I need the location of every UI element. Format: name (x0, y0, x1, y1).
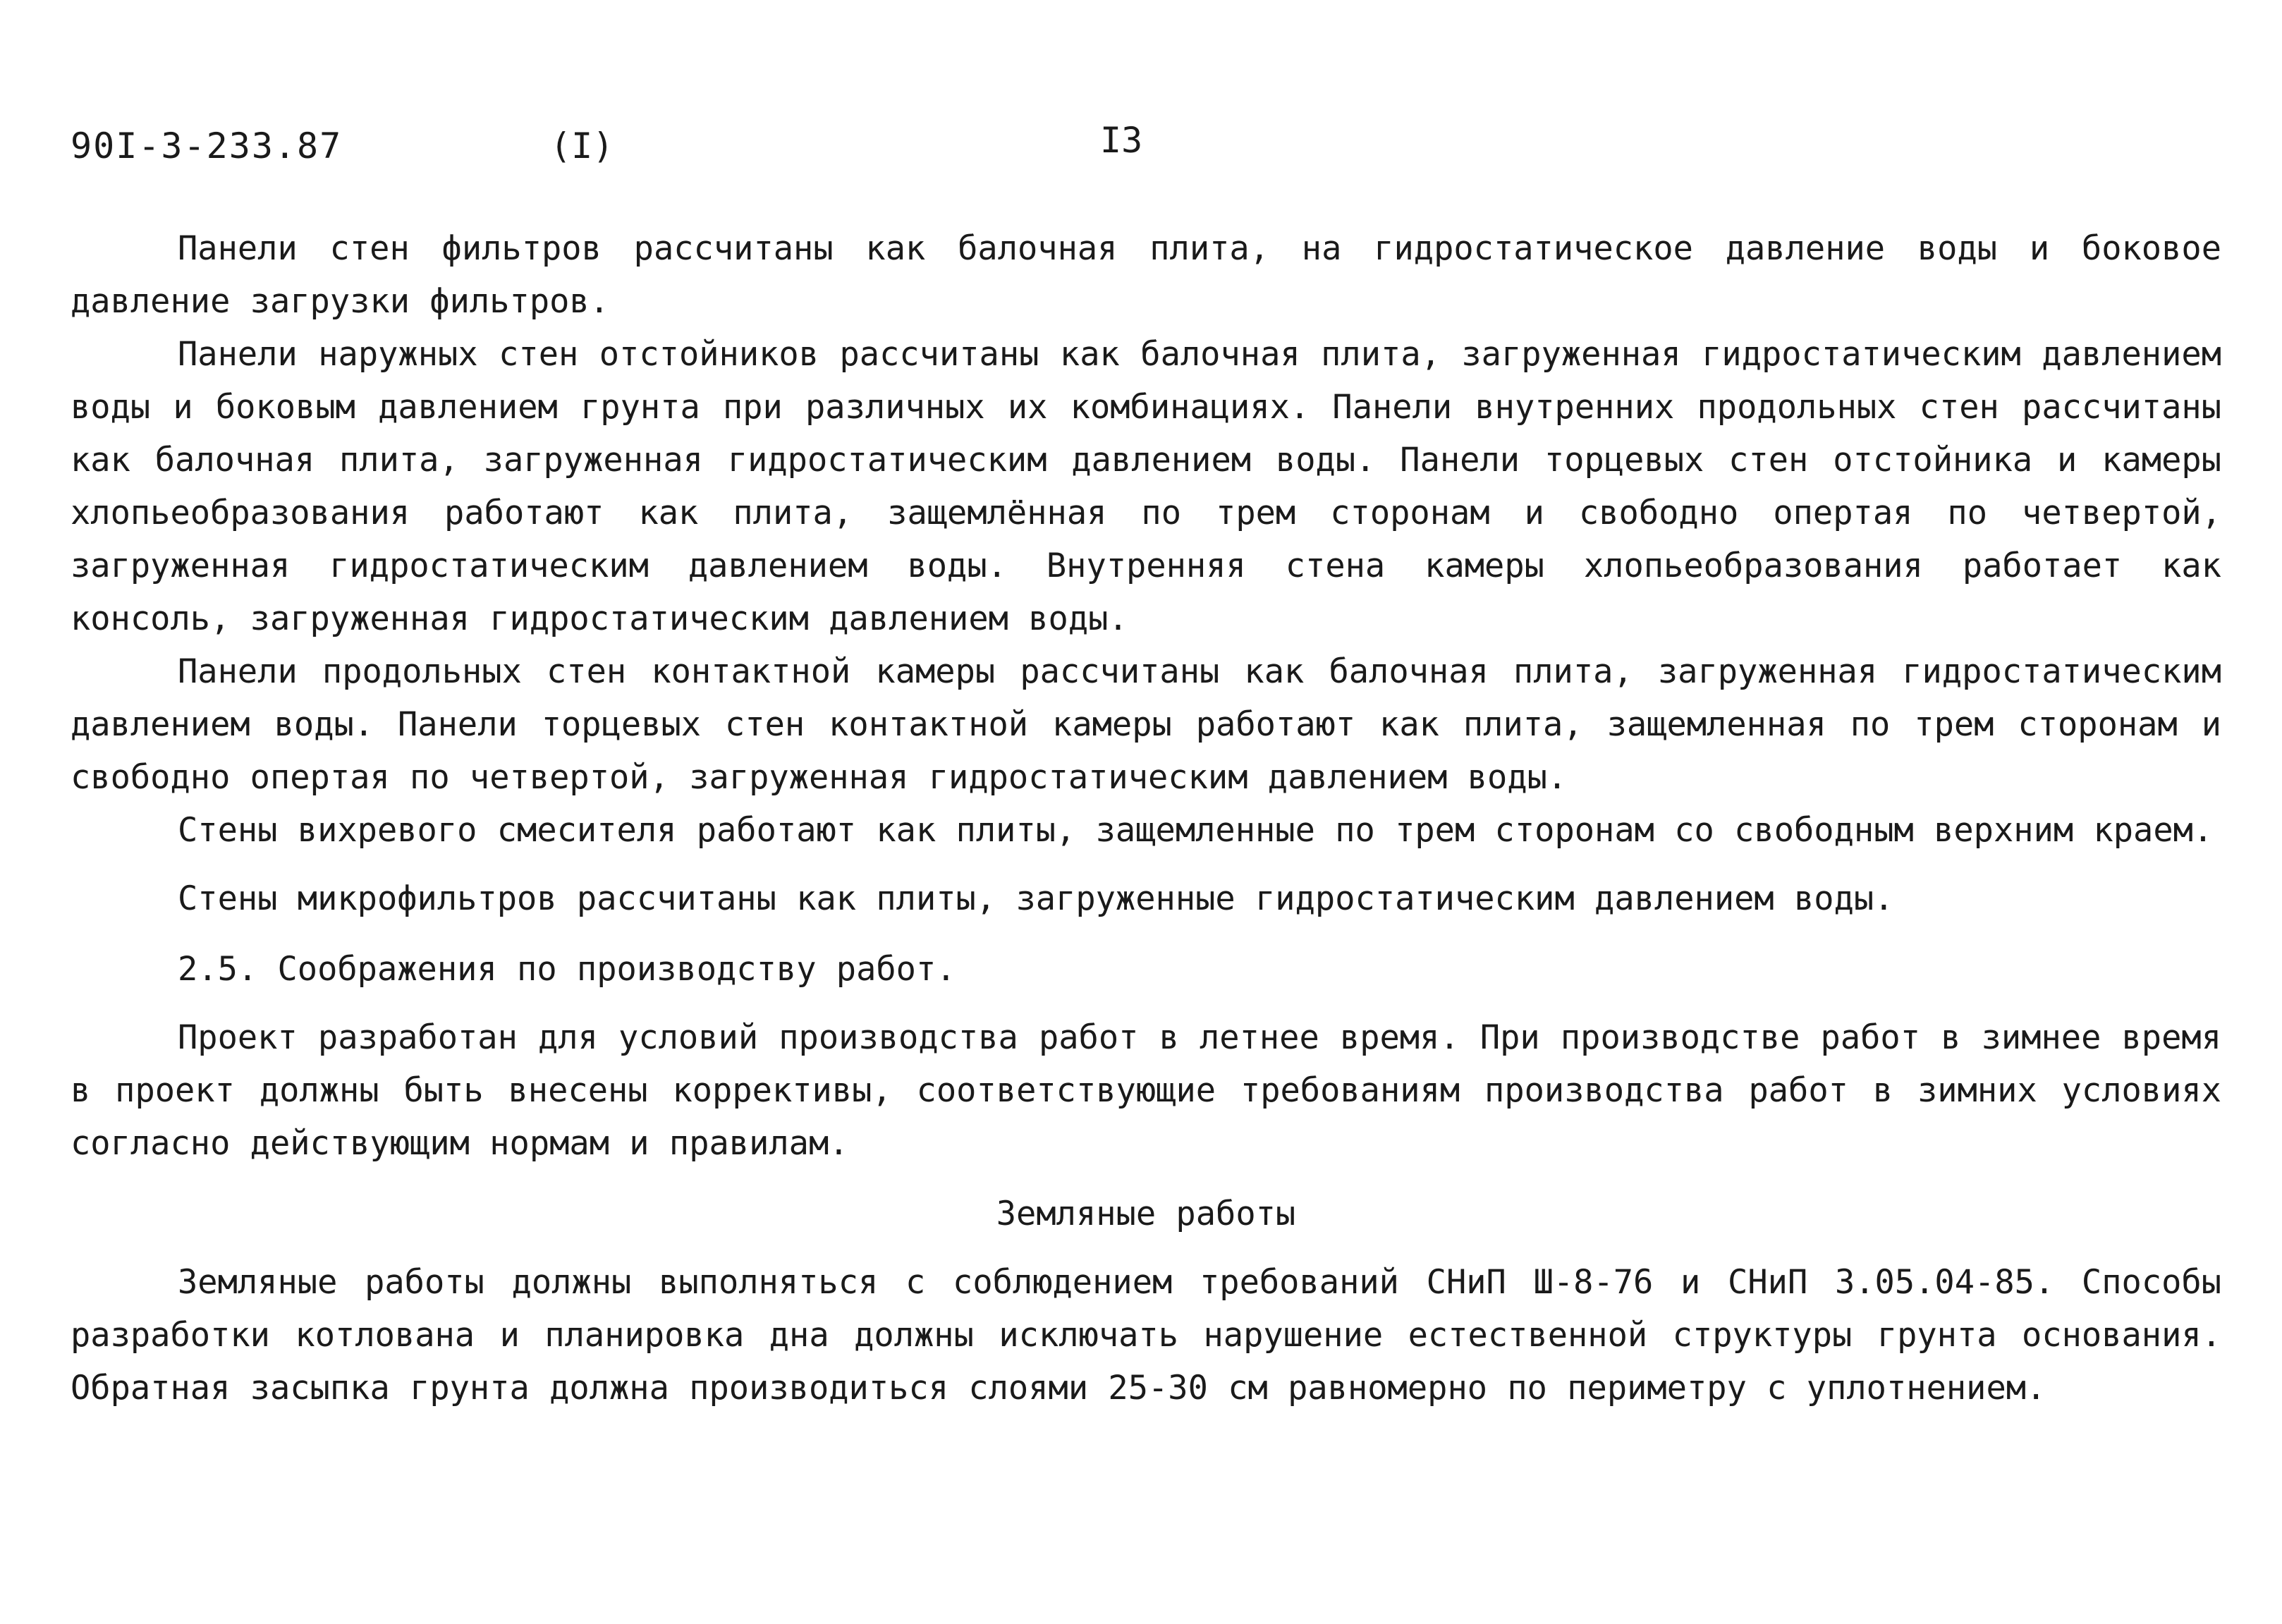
paragraph-vortex-mixer-walls: Стены вихревого смесителя работают как плиты, защемленные по трем сторонам со свободным верхним краем. (178, 811, 2214, 850)
paragraph-settler-walls: Панели наружных стен отстойников рассчитаны как балочная плита, загруженная гидростатическим давлением воды и боковым давлением грунта при различных их комбинациях. Панели внутренних продольных стен рассчитаны как балочная плита, загруженная гидростатическим давлением воды. Панели торцевых стен отстойника и камеры хлопьеобразования работают как плита, защемлённая по трем сторонам и свободно опертая по четвертой, загруженная гидростатическим давлением воды. Внутренняя стена камеры хлопьеобразования работает как консоль, загруженная гидростатическим давлением воды. (71, 335, 2221, 638)
paragraph-earthworks: Земляные работы должны выполняться с соблюдением требований СНиП Ш-8-76 и СНиП 3.05.04-85. Способы разработки котлована и планировка дна должны исключать нарушение естественной структуры грунта основания. Обратная засыпка грунта должна производиться слоями 25-30 см равномерно по периметру с уплотнением. (71, 1263, 2221, 1408)
document-code: 90I-3-233.87 (71, 126, 343, 166)
page-header (71, 120, 2221, 182)
sheet-mark: (I) (550, 126, 614, 166)
section-heading-2-5: 2.5. Соображения по производству работ. (178, 950, 956, 989)
page-number: I3 (1100, 120, 1143, 161)
document-body (71, 222, 2221, 1415)
subheading-earthworks: Земляные работы (996, 1195, 1296, 1233)
paragraph-contact-chamber-walls: Панели продольных стен контактной камеры рассчитаны как балочная плита, загруженная гидростатическим давлением воды. Панели торцевых стен контактной камеры работают как плита, защемленная по трем сторонам и свободно опертая по четвертой, загруженная гидростатическим давлением воды. (71, 652, 2221, 797)
paragraph-work-conditions: Проект разработан для условий производства работ в летнее время. При производстве работ в зимнее время в проект должны быть внесены коррективы, соответствующие требованиям производства работ в зимних условиях согласно действующим нормам и правилам. (71, 1018, 2221, 1163)
paragraph-microfilter-walls: Стены микрофильтров рассчитаны как плиты, загруженные гидростатическим давлением воды. (178, 879, 1894, 918)
paragraph-filter-walls: Панели стен фильтров рассчитаны как балочная плита, на гидростатическое давление воды и боковое давление загрузки фильтров. (71, 229, 2221, 321)
